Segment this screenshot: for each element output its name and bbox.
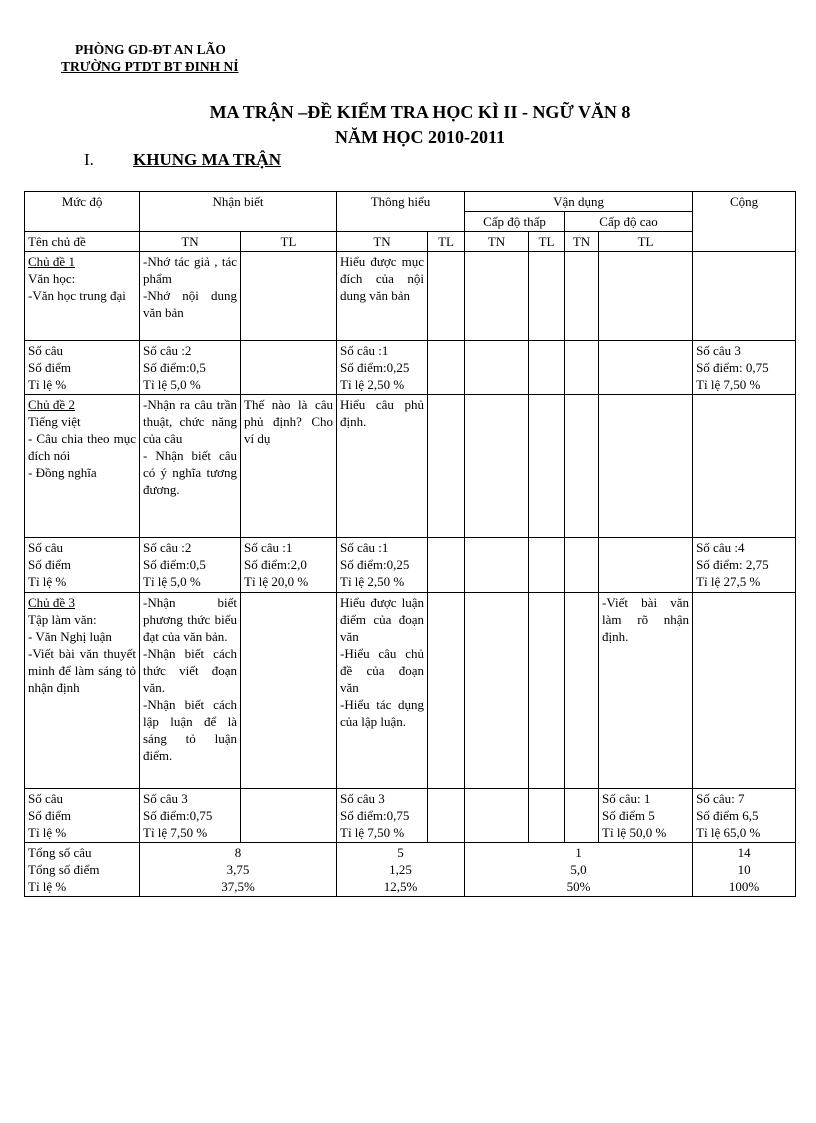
head-cap-thap: Cấp độ thấp xyxy=(465,212,565,232)
section-title: KHUNG MA TRẬN xyxy=(133,150,281,169)
head-van-dung: Vận dụng xyxy=(465,192,693,212)
th-tn-desc: Hiểu được mục đích của nội dung văn bản xyxy=(337,252,428,341)
topic-desc: Tập làm văn: - Văn Nghị luận -Viết bài văn thuyết minh để làm sáng tỏ nhận định xyxy=(28,612,136,695)
score-label: Số câu Số điểm Tỉ lệ % xyxy=(25,789,140,843)
head-ten-chu-de: Tên chủ đề xyxy=(25,232,140,252)
head-tn: TN xyxy=(465,232,529,252)
score-vd xyxy=(599,341,693,395)
th-tn-desc: Hiểu câu phủ định. xyxy=(337,395,428,538)
school-year: NĂM HỌC 2010-2011 xyxy=(335,127,505,147)
school-name: TRƯỜNG PTDT BT ĐINH NỈ xyxy=(61,59,239,74)
topic-name: Chủ đề 1 xyxy=(28,254,75,269)
topic-name: Chủ đề 2 xyxy=(28,397,75,412)
head-cong: Cộng xyxy=(693,192,796,252)
score-th-tn: Số câu :1 Số điểm:0,25 Tỉ lệ 2,50 % xyxy=(337,538,428,593)
matrix-table xyxy=(24,191,796,897)
score-label: Số câu Số điểm Tỉ lệ % xyxy=(25,341,140,395)
score-vd xyxy=(599,538,693,593)
nb-tn-desc: -Nhận ra câu trần thuật, chức năng của câu - Nhận biết câu có ý nghĩa tương đương. xyxy=(140,395,241,538)
head-tn: TN xyxy=(565,232,599,252)
score-label: Số câu Số điểm Tỉ lệ % xyxy=(25,538,140,593)
nb-tl-desc xyxy=(241,252,337,341)
th-tn-desc: Hiểu được luận điểm của đoạn văn -Hiểu câu chủ đề của đoạn văn -Hiểu tác dụng của lập luận. xyxy=(337,593,428,789)
nb-tl-desc: Thế nào là câu phủ định? Cho ví dụ xyxy=(241,395,337,538)
score-cong: Số câu 3 Số điểm: 0,75 Tỉ lệ 7,50 % xyxy=(693,341,796,395)
total-van-dung: 1 5,0 50% xyxy=(465,843,693,897)
nb-tn-desc: -Nhớ tác giả , tác phẩm -Nhớ nội dung văn bản xyxy=(140,252,241,341)
score-nb-tl xyxy=(241,789,337,843)
score-cong: Số câu :4 Số điểm: 2,75 Tỉ lệ 27,5 % xyxy=(693,538,796,593)
section-number: I. xyxy=(84,150,94,169)
topic-cell xyxy=(25,252,140,341)
doc-title: MA TRẬN –ĐỀ KIỂM TRA HỌC KÌ II - NGỮ VĂN 8 xyxy=(209,102,631,122)
vd-cao-tl-desc xyxy=(599,252,693,341)
score-cong: Số câu: 7 Số điểm 6,5 Tỉ lệ 65,0 % xyxy=(693,789,796,843)
score-nb-tl xyxy=(241,341,337,395)
score-nb-tn: Số câu 3 Số điểm:0,75 Tỉ lệ 7,50 % xyxy=(140,789,241,843)
head-cap-cao: Cấp độ cao xyxy=(565,212,693,232)
head-muc-do: Mức độ xyxy=(25,192,140,232)
score-th-tn: Số câu :1 Số điểm:0,25 Tỉ lệ 2,50 % xyxy=(337,341,428,395)
topic-desc: Văn học: -Văn học trung đại xyxy=(28,271,126,303)
office-name: PHÒNG GD-ĐT AN LÃO xyxy=(75,42,226,57)
score-vd: Số câu: 1 Số điểm 5 Tỉ lệ 50,0 % xyxy=(599,789,693,843)
topic-desc: Tiếng việt - Câu chia theo mục đích nói - Đồng nghĩa xyxy=(28,414,136,480)
total-thong-hieu: 5 1,25 12,5% xyxy=(337,843,465,897)
score-nb-tn: Số câu :2 Số điểm:0,5 Tỉ lệ 5,0 % xyxy=(140,341,241,395)
head-tl: TL xyxy=(529,232,565,252)
nb-tl-desc xyxy=(241,593,337,789)
topic-cell xyxy=(25,593,140,789)
total-cong: 14 10 100% xyxy=(693,843,796,897)
head-tl: TL xyxy=(599,232,693,252)
nb-tn-desc: -Nhận biết phương thức biểu đạt của văn bản. -Nhận biết cách thức viết đoạn văn. -Nhận biết cách lập luận để là sáng tỏ luận điểm. xyxy=(140,593,241,789)
topic-cell xyxy=(25,395,140,538)
score-nb-tn: Số câu :2 Số điểm:0,5 Tỉ lệ 5,0 % xyxy=(140,538,241,593)
topic-name: Chủ đề 3 xyxy=(28,595,75,610)
head-tl: TL xyxy=(428,232,465,252)
head-thong-hieu: Thông hiểu xyxy=(337,192,465,232)
head-tn: TN xyxy=(337,232,428,252)
head-nhan-biet: Nhận biết xyxy=(140,192,337,232)
score-nb-tl: Số câu :1 Số điểm:2,0 Tỉ lệ 20,0 % xyxy=(241,538,337,593)
vd-cao-tl-desc xyxy=(599,395,693,538)
head-tl: TL xyxy=(241,232,337,252)
score-th-tn: Số câu 3 Số điểm:0,75 Tỉ lệ 7,50 % xyxy=(337,789,428,843)
head-tn: TN xyxy=(140,232,241,252)
total-label: Tổng số câu Tổng số điểm Tỉ lệ % xyxy=(25,843,140,897)
vd-cao-tl-desc: -Viết bài văn làm rõ nhận định. xyxy=(599,593,693,789)
total-nhan-biet: 8 3,75 37,5% xyxy=(140,843,337,897)
